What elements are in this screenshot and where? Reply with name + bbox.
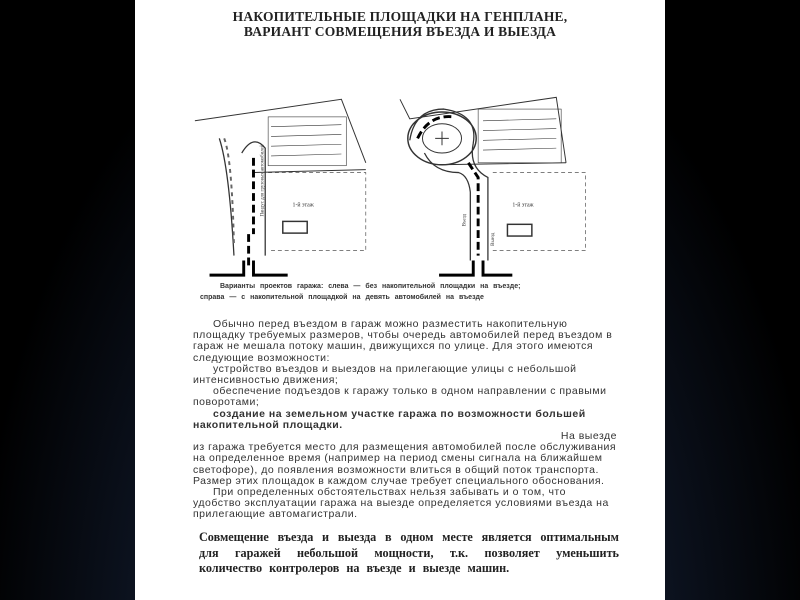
caption-line-1: Варианты проектов гаража: слева — без накопительной площадки на въезде; (220, 283, 521, 290)
page-title (135, 9, 665, 39)
scanned-page (135, 0, 665, 600)
left-plan (195, 99, 366, 275)
left-floor-label: 1-й этаж (292, 202, 314, 209)
title-line-1: НАКОПИТЕЛЬНЫЕ ПЛОЩАДКИ НА ГЕНПЛАНЕ, (232, 9, 568, 24)
paragraph-option-2: обеспечение подъездов к гаражу только в одном направлении с правыми поворотами; (193, 385, 607, 409)
paragraph-option-3: создание на земельном участке гаража по возможности большей накопительной площадки. (193, 407, 586, 431)
title-line-2: ВАРИАНТ СОВМЕЩЕНИЯ ВЪЕЗДА И ВЫЕЗДА (243, 24, 557, 39)
garage-plan-diagrams (190, 70, 610, 280)
paragraph-conditions: При определенных обстоятельствах нельзя забывать и о том, что удобство эксплуатации гаража на выезде определяется условиями въезда на прилегающие автомагистрали. (193, 486, 609, 521)
caption-line-2: справа — с накопительной площадкой на девять автомобилей на въезде (200, 294, 484, 301)
paragraph-option-1: устройство въездов и выездов на прилегающие улицы с небольшой интенсивностью движения; (193, 362, 577, 387)
paragraph-intro: Обычно перед въездом в гараж можно разместить накопительную площадку требуемых размеров, чтобы очередь автомобилей перед въездом в гараж не мешала потоку машин, движущихся по улице. Для этого имеются следующие возможности: (193, 318, 613, 364)
paragraph-exit-heading: На выезде (560, 430, 617, 443)
right-plan (400, 97, 586, 275)
figure-caption (200, 281, 620, 303)
summary-text: Совмещение въезда и выезда в одном месте является оптимальным для гаражей небольшой мощности, т.к. позволяет уменьшить количество контролеров на въезде и выезде машин. (199, 530, 619, 575)
paragraph-exit: из гаража требуется место для размещения автомобилей после обслуживания на определенное время (например на период смены сигнала на ближайшем светофоре), до появления возможности влиться в общий поток транспорта. Размер этих площадок в каждом случае требует специального обоснования. (193, 441, 617, 487)
left-ramp-label: Пандус для грузовых автомобилей (260, 144, 266, 217)
body-text (193, 319, 617, 521)
entry-label: Въезд (462, 213, 468, 227)
exit-label: Выезд (490, 232, 496, 246)
right-floor-label: 1-й этаж (512, 202, 534, 209)
